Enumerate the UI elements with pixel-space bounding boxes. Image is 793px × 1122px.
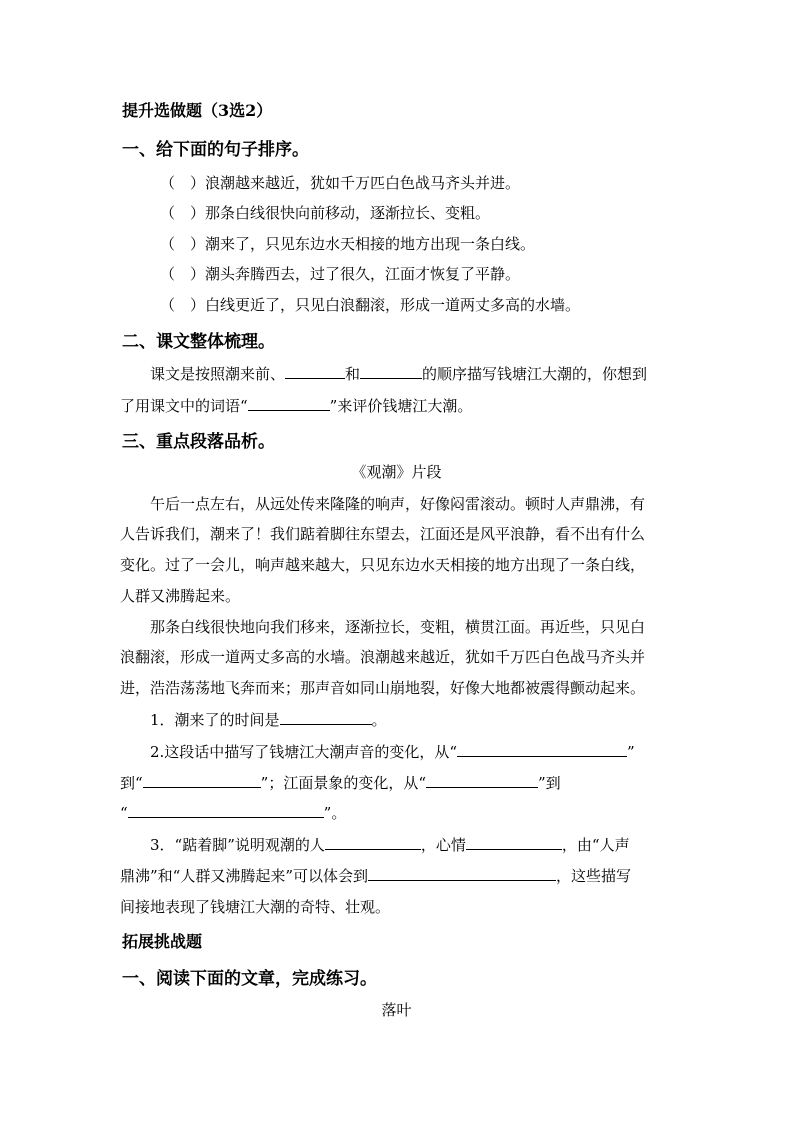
section-title: 提升选做题（3选2） bbox=[122, 101, 273, 120]
extension-heading: 一、阅读下面的文章，完成练习。 bbox=[122, 969, 377, 989]
sq3-text-a: 3．“踮着脚”说明观潮的人 bbox=[150, 836, 325, 854]
sort-item-3: （ ）潮来了，只见东边水天相接的地方出现一条白线。 bbox=[160, 235, 536, 253]
blank-2[interactable] bbox=[360, 363, 422, 379]
sub-question-2-line-2 bbox=[120, 772, 561, 793]
q2-text-e: ”来评价钱塘江大潮。 bbox=[329, 397, 473, 415]
passage-line-7: 进，浩浩荡荡地飞奔而来；那声音如同山崩地裂，好像大地都被震得颤动起来。 bbox=[120, 679, 646, 697]
blank-10[interactable] bbox=[466, 834, 562, 850]
passage-line-3: 变化。过了一会儿，响声越来越大，只见东边水天相接的地方出现了一条白线， bbox=[120, 556, 646, 574]
blank-3[interactable] bbox=[248, 395, 330, 411]
sub-question-2-line-3 bbox=[120, 802, 346, 823]
sq1-end: 。 bbox=[371, 711, 387, 729]
sq2-text-f: “ bbox=[120, 804, 128, 822]
sq2-text-c: 到“ bbox=[120, 774, 143, 792]
q2-text-a: 课文是按照潮来前、 bbox=[150, 365, 286, 383]
article-title: 落叶 bbox=[381, 1001, 412, 1019]
sq3-text-c: ，由“人声 bbox=[561, 836, 630, 854]
blank-5[interactable] bbox=[457, 741, 627, 757]
passage-line-4: 人群又沸腾起来。 bbox=[120, 587, 241, 605]
sort-item-4: （ ）潮头奔腾西去，过了很久，江面才恢复了平静。 bbox=[160, 265, 521, 283]
q3-heading: 三、重点段落品析。 bbox=[122, 432, 275, 452]
passage-title: 《观潮》片段 bbox=[351, 463, 442, 481]
passage-line-2: 人告诉我们，潮来了！我们踮着脚往东望去，江面还是风平浪静，看不出有什么 bbox=[120, 525, 646, 543]
sq2-text-a: 2.这段话中描写了钱塘江大潮声音的变化，从“ bbox=[150, 743, 457, 761]
sq1-text: 1．潮来了的时间是 bbox=[150, 711, 280, 729]
sort-item-5: （ ）白线更近了，只见白浪翻滚，形成一道两丈多高的水墙。 bbox=[160, 296, 581, 314]
blank-8[interactable] bbox=[128, 802, 324, 818]
blank-7[interactable] bbox=[426, 772, 538, 788]
sub-question-3-line-3: 间接地表现了钱塘江大潮的奇特、壮观。 bbox=[120, 898, 391, 916]
passage-line-6: 浪翻滚，形成一道两丈多高的水墙。浪潮越来越近，犹如千万匹白色战马齐头并 bbox=[120, 648, 646, 666]
blank-6[interactable] bbox=[143, 772, 261, 788]
sub-question-2-line-1 bbox=[150, 741, 635, 762]
sq2-text-e: ”到 bbox=[538, 774, 561, 792]
passage-line-1: 午后一点左右，从远处传来隆隆的响声，好像闷雷滚动。顿时人声鼎沸，有 bbox=[150, 495, 646, 513]
q2-line-2 bbox=[120, 395, 472, 416]
q2-text-b: 和 bbox=[345, 365, 361, 383]
q2-heading: 二、课文整体梳理。 bbox=[122, 332, 275, 352]
sq3-text-b: ，心情 bbox=[420, 836, 466, 854]
blank-11[interactable] bbox=[368, 865, 556, 881]
sq2-text-b: ” bbox=[626, 743, 635, 761]
q1-heading: 一、给下面的句子排序。 bbox=[122, 140, 309, 160]
sq2-text-g: ”。 bbox=[323, 804, 347, 822]
blank-4[interactable] bbox=[280, 709, 372, 725]
blank-1[interactable] bbox=[285, 363, 345, 379]
q2-line-1 bbox=[150, 363, 647, 384]
sort-item-1: （ ）浪潮越来越近，犹如千万匹白色战马齐头并进。 bbox=[160, 174, 521, 192]
sub-question-1 bbox=[150, 709, 387, 730]
q2-text-c: 的顺序描写钱塘江大潮的，你想到 bbox=[422, 365, 648, 383]
passage-line-5: 那条白线很快地向我们移来，逐渐拉长，变粗，横贯江面。再近些，只见白 bbox=[150, 618, 646, 636]
blank-9[interactable] bbox=[325, 834, 421, 850]
sq2-text-d: ”；江面景象的变化，从“ bbox=[260, 774, 427, 792]
sq3-text-d: 鼎沸”和“人群又沸腾起来”可以体会到 bbox=[120, 867, 369, 885]
sub-question-3-line-1 bbox=[150, 834, 630, 855]
sort-item-2: （ ）那条白线很快向前移动，逐渐拉长、变粗。 bbox=[160, 204, 491, 222]
sub-question-3-line-2 bbox=[120, 865, 631, 886]
sq3-text-e: ，这些描写 bbox=[556, 867, 632, 885]
extension-title: 拓展挑战题 bbox=[122, 932, 203, 951]
q2-text-d: 了用课文中的词语“ bbox=[120, 397, 248, 415]
